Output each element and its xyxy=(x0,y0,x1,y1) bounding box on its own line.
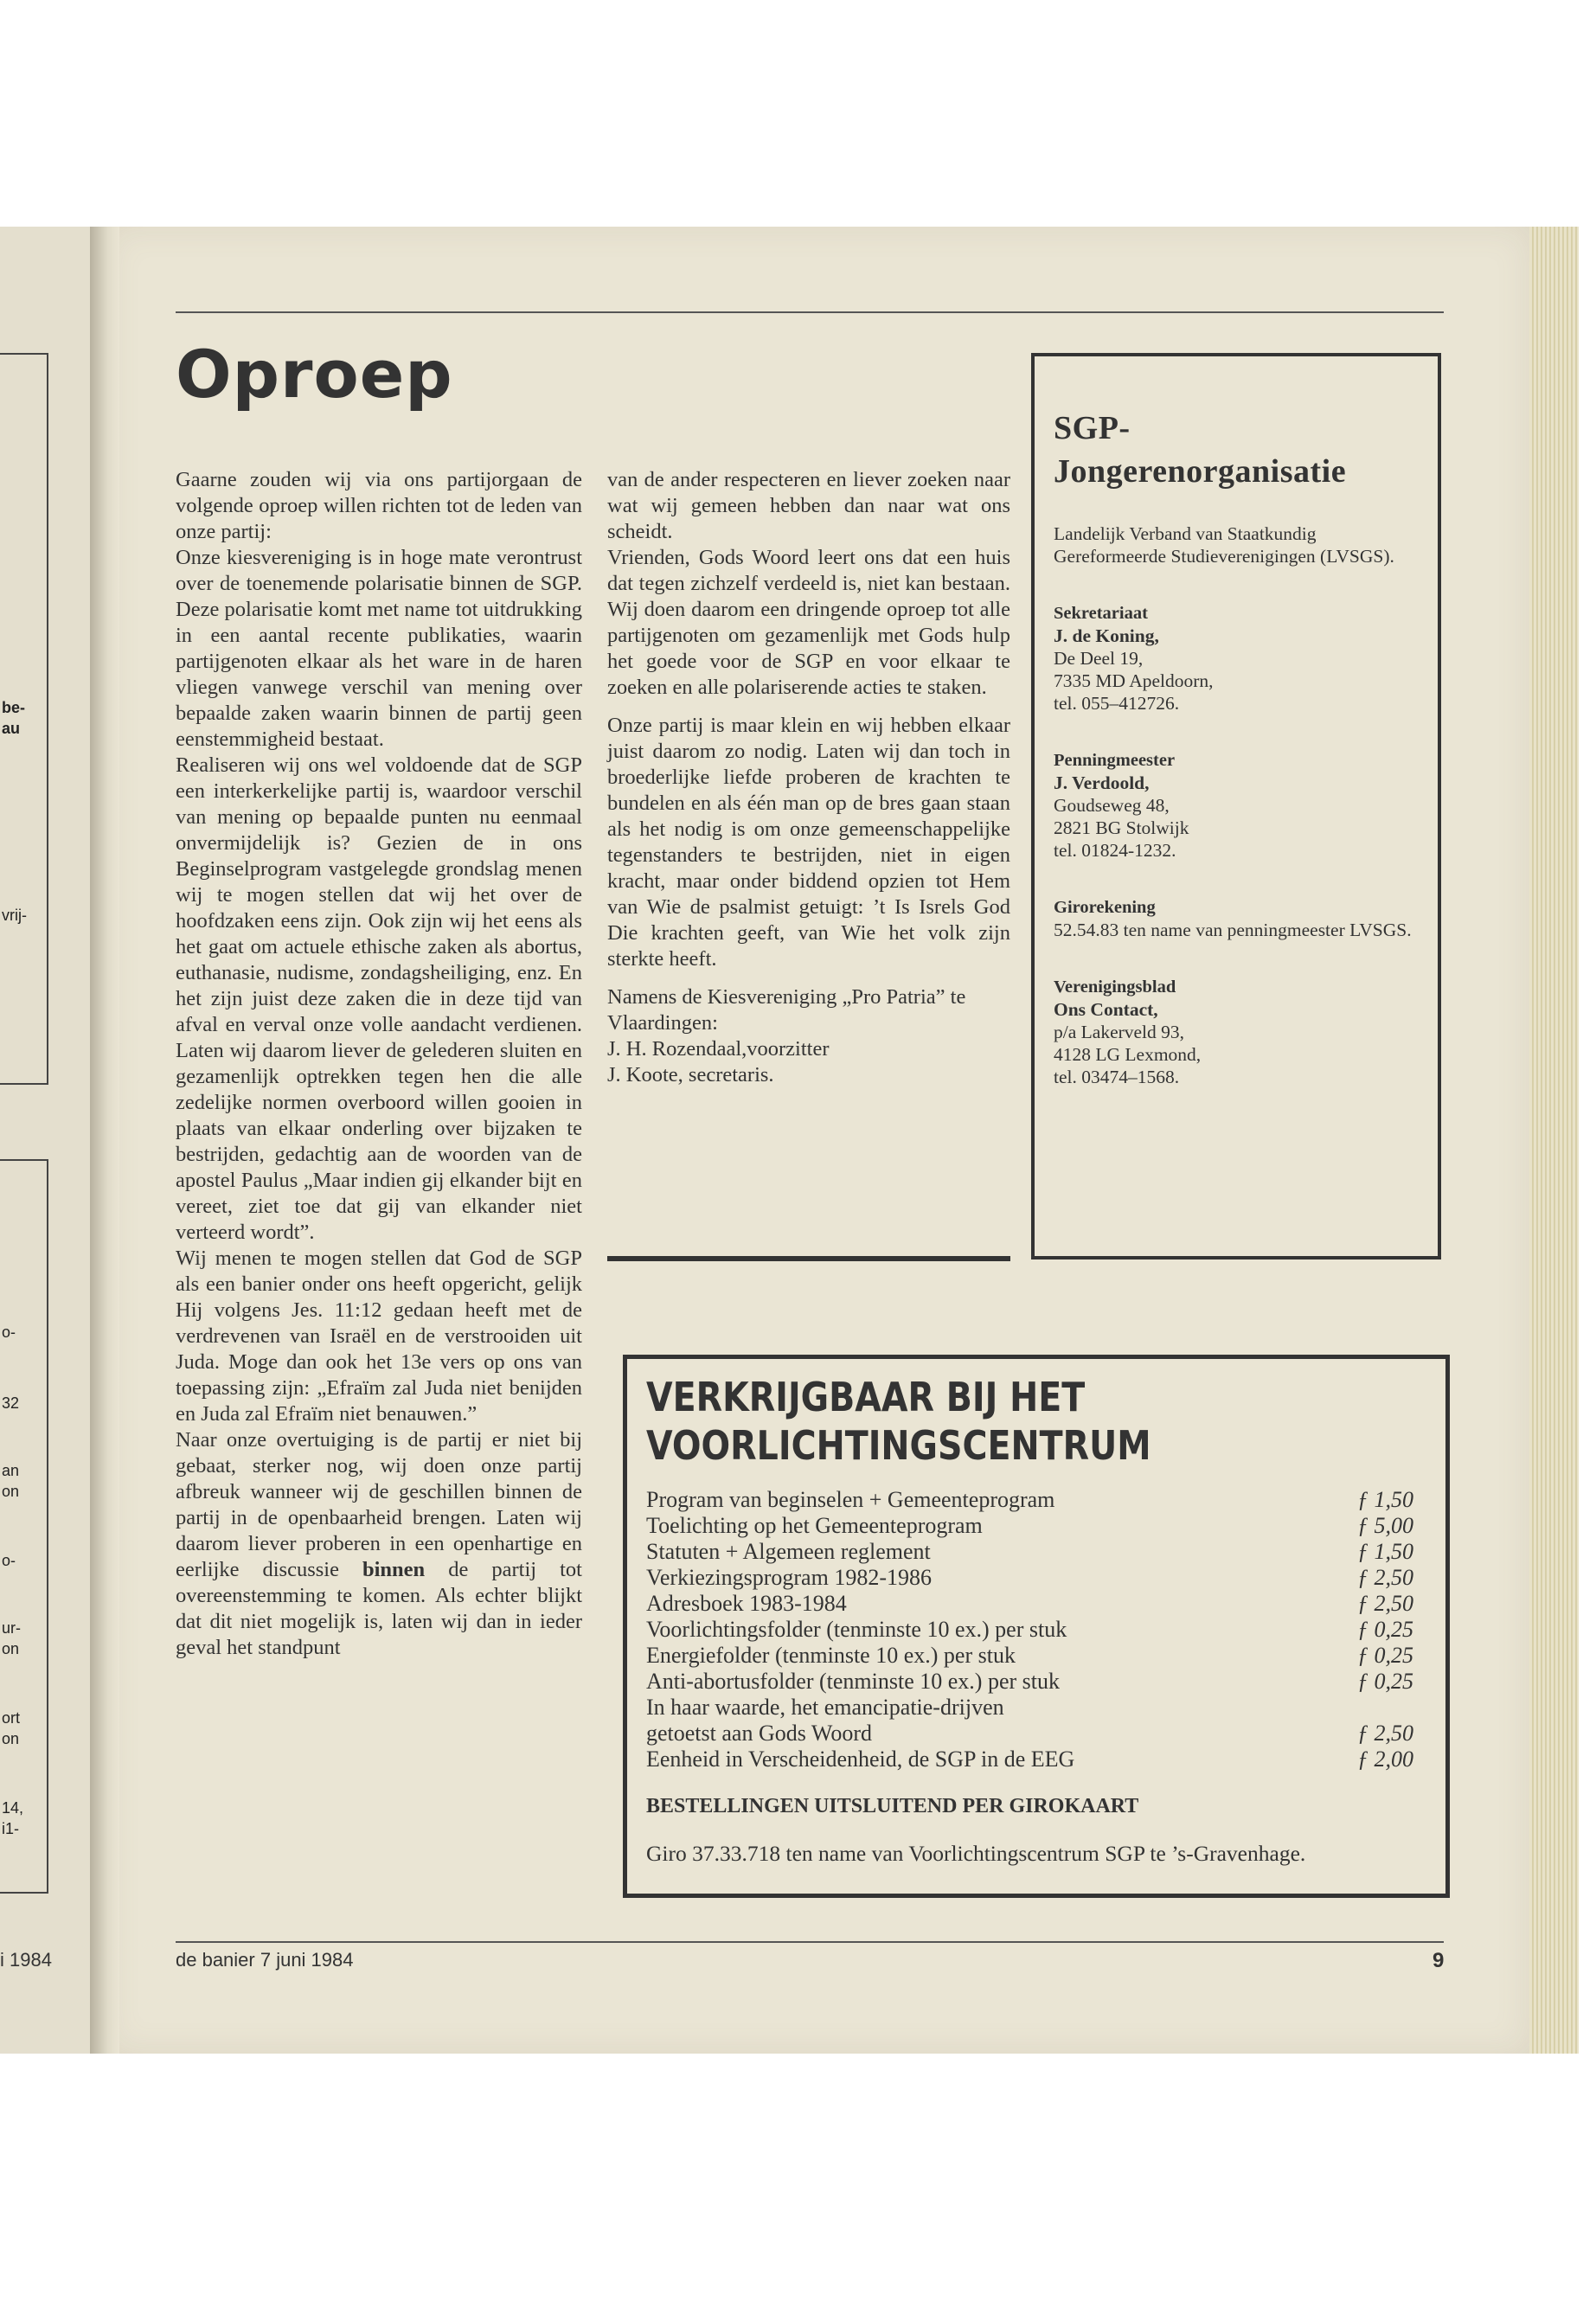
price: ƒ 5,00 xyxy=(1357,1513,1413,1538)
price-list xyxy=(646,1487,1426,1772)
article-column-1 xyxy=(176,467,582,1661)
price-list-item: Anti-abortusfolder (tenminste 10 ex.) per stuk ƒ 0,25 xyxy=(646,1669,1426,1695)
page-stack-edges xyxy=(1529,227,1579,2054)
emphasis: binnen xyxy=(362,1558,426,1581)
article-paragraph: Onze partij is maar klein en wij hebben elkaar juist daarom zo nodig. Laten wij dan toch in broederlijke liefde proberen de krachten te bundelen en als één man op de bres gaan staan als het nodig is om onze gemeenschappelijke tegenstanders te bestrijden, niet in eigen kracht, maar onder biddend opzien tot Hem van Wie de psalmist getuigt: ’t Is Isrels God Die krachten geeft, van Wie het volk zijn sterkte heeft. xyxy=(607,714,1010,971)
previous-page-fragment: on xyxy=(2,1483,20,1500)
previous-page-fragment: on xyxy=(2,1640,20,1657)
price-list-item: Adresboek 1983-1984 ƒ 2,50 xyxy=(646,1591,1426,1617)
article-paragraph: van de ander respecteren en liever zoeken naar wat wij gemeen hebben dan naar wat ons scheidt. xyxy=(607,468,1010,543)
price: ƒ 1,50 xyxy=(1357,1539,1413,1564)
article-column-2 xyxy=(607,467,1010,1088)
price: ƒ 0,25 xyxy=(1357,1669,1413,1694)
price-list-item: Program van beginselen + Gemeenteprogram ƒ 1,50 xyxy=(646,1487,1426,1513)
bottom-rule xyxy=(176,1941,1444,1943)
price-list-item: In haar waarde, het emancipatie-drijven xyxy=(646,1695,1426,1721)
article-paragraph: Gaarne zouden wij via ons partijorgaan de volgende oproep willen richten tot de leden van onze partij: xyxy=(176,468,582,543)
previous-page-fragment: i1- xyxy=(2,1820,20,1837)
previous-page-fragment: ur- xyxy=(2,1619,21,1637)
price-list-item: Energiefolder (tenminste 10 ex.) per stuk ƒ 0,25 xyxy=(646,1643,1426,1669)
price: ƒ 2,50 xyxy=(1357,1721,1413,1746)
article-signature: Namens de Kiesvereniging „Pro Patria” te Vlaardingen: J. H. Rozendaal,voorzitter J. Koote, secretaris. xyxy=(607,985,966,1086)
column-end-rule xyxy=(607,1256,1010,1261)
previous-page-fragment: 32 xyxy=(2,1394,20,1412)
price-list-item: Toelichting op het Gemeenteprogram ƒ 5,00 xyxy=(646,1513,1426,1539)
sgp-youth-organisation-box xyxy=(1031,353,1441,1259)
price: ƒ 2,50 xyxy=(1357,1591,1413,1616)
previous-page-fragment: o- xyxy=(2,1324,16,1341)
article-paragraph: Naar onze overtuiging is de partij er niet bij gebaat, sterker nog, wij doen onze partij afbreuk wanneer wij de geschillen binnen de partij in de openbaarheid brengen. Laten wij daarom liever proberen in een openhartige en eerlijke discussie binnen de partij tot overeenstemming te komen. Als echter blijkt dat dit niet mogelijk is, laten wij dan in ieder geval het standpunt xyxy=(176,1428,582,1659)
penningmeester-section: Penningmeester J. Verdoold, Goudseweg 48, 2821 BG Stolwijk tel. 01824-1232. xyxy=(1054,751,1189,861)
price-list-item: Eenheid in Verscheidenheid, de SGP in de EEG ƒ 2,00 xyxy=(646,1747,1426,1772)
article-paragraph: Vrienden, Gods Woord leert ons dat een huis dat tegen zichzelf verdeeld is, niet kan bestaan. Wij doen daarom een dringende oproep tot alle partijgenoten om gezamenlijk met Gods hulp het goede voor de SGP en voor elkaar te zoeken en alle polariserende acties te staken. xyxy=(607,546,1010,699)
previous-page-box-edge xyxy=(0,353,48,1085)
article-paragraph: Onze kiesvereniging is in hoge mate verontrust over de toenemende polarisatie binnen de SGP. Deze polarisatie komt met name tot uitdrukking in een aantal recente publikaties, waarin partijgenoten elkaar als het ware in de haren vliegen vanwege verschil van mening over bepaalde zaken waarin binnen de partij geen eenstemmigheid bestaat. xyxy=(176,546,582,751)
price: ƒ 0,25 xyxy=(1357,1617,1413,1642)
sekretariaat-section: Sekretariaat J. de Koning, De Deel 19, 7335 MD Apeldoorn, tel. 055–412726. xyxy=(1054,604,1214,714)
price xyxy=(1357,1695,1426,1721)
footer-publication: de banier 7 juni 1984 xyxy=(176,1949,354,1971)
order-note: BESTELLINGEN UITSLUITEND PER GIROKAART xyxy=(646,1795,1139,1817)
girorekening-section: Girorekening 52.54.83 ten name van penningmeester LVSGS. xyxy=(1054,898,1412,940)
previous-page-box-edge xyxy=(0,1159,48,1894)
previous-page-fragment: 14, xyxy=(2,1799,24,1817)
price: ƒ 2,50 xyxy=(1357,1565,1413,1590)
previous-page-fragment: o- xyxy=(2,1552,16,1569)
previous-page-fragment: au xyxy=(2,720,21,737)
previous-page-fragment: ort xyxy=(2,1709,21,1727)
page-number: 9 xyxy=(1433,1949,1445,1972)
previous-page-fragment: an xyxy=(2,1462,20,1479)
price-list-item: Verkiezingsprogram 1982-1986 ƒ 2,50 xyxy=(646,1565,1426,1591)
top-rule xyxy=(176,311,1444,313)
sgp-box-title: SGP- Jongerenorganisatie xyxy=(1054,410,1347,490)
previous-page-fragment: on xyxy=(2,1730,20,1747)
article-paragraph: Realiseren wij ons wel voldoende dat de SGP een interkerkelijke partij is, waardoor verschil van mening op bepaalde punten nu eenmaal onvermijdelijk is? Gezien de in ons Beginselprogram vastgelegde grondslag menen wij te mogen stellen dat wij het over de hoofdzaken eens zijn. Ook zijn wij het eens als het gaat om actuele ethische zaken als abortus, euthanasie, nudisme, zondagsheiliging, enz. En het zijn juist deze zaken die in deze tijd van afval en verval onze volle aandacht verdienen. Laten wij daarom liever de gelederen sluiten en gezamenlijk optrekken tegen hen die alle zedelijke normen overboord willen gooien in plaats van elkaar onderling over bijzaken te bestrijden, gedachtig aan de woorden van de apostel Paulus „Maar indien gij elkander bijt en vereet, ziet toe dat gij van elkander niet verteerd wordt”. xyxy=(176,753,582,1244)
verenigingsblad-section: Verenigingsblad Ons Contact, p/a Lakerveld 93, 4128 LG Lexmond, tel. 03474–1568. xyxy=(1054,977,1202,1087)
sgp-box-subtitle: Landelijk Verband van Staatkundig Gereformeerde Studieverenigingen (LVSGS). xyxy=(1054,523,1394,567)
price: ƒ 2,00 xyxy=(1357,1747,1413,1772)
previous-page-fragment: vrij- xyxy=(2,907,27,924)
price: ƒ 0,25 xyxy=(1357,1643,1413,1668)
price-list-item: Voorlichtingsfolder (tenminste 10 ex.) per stuk ƒ 0,25 xyxy=(646,1617,1426,1643)
article-paragraph: Wij menen te mogen stellen dat God de SGP als een banier onder ons heeft opgericht, gelijk Hij volgens Jes. 11:12 gedaan heeft met de verdrevenen van Israël en de verstrooiden uit Juda. Moge dan ook het 13e vers op ons van toepassing zijn: „Efraïm zal Juda niet benijden en Juda zal Efraïm niet benauwen.” xyxy=(176,1247,582,1426)
article-headline: Oproep xyxy=(176,336,453,413)
previous-page-footer: i 1984 xyxy=(0,1949,52,1971)
voorlichtingscentrum-order-box xyxy=(623,1355,1450,1898)
order-box-title: VERKRIJGBAAR BIJ HET VOORLICHTINGSCENTRUM xyxy=(646,1374,1151,1469)
binding-gutter xyxy=(90,227,119,2054)
order-giro-details: Giro 37.33.718 ten name van Voorlichtingscentrum SGP te ’s-Gravenhage. xyxy=(646,1841,1306,1866)
price-list-item: getoetst aan Gods Woord ƒ 2,50 xyxy=(646,1721,1426,1747)
price-list-item: Statuten + Algemeen reglement ƒ 1,50 xyxy=(646,1539,1426,1565)
price: ƒ 1,50 xyxy=(1357,1487,1413,1512)
previous-page-fragment: be- xyxy=(2,699,25,716)
